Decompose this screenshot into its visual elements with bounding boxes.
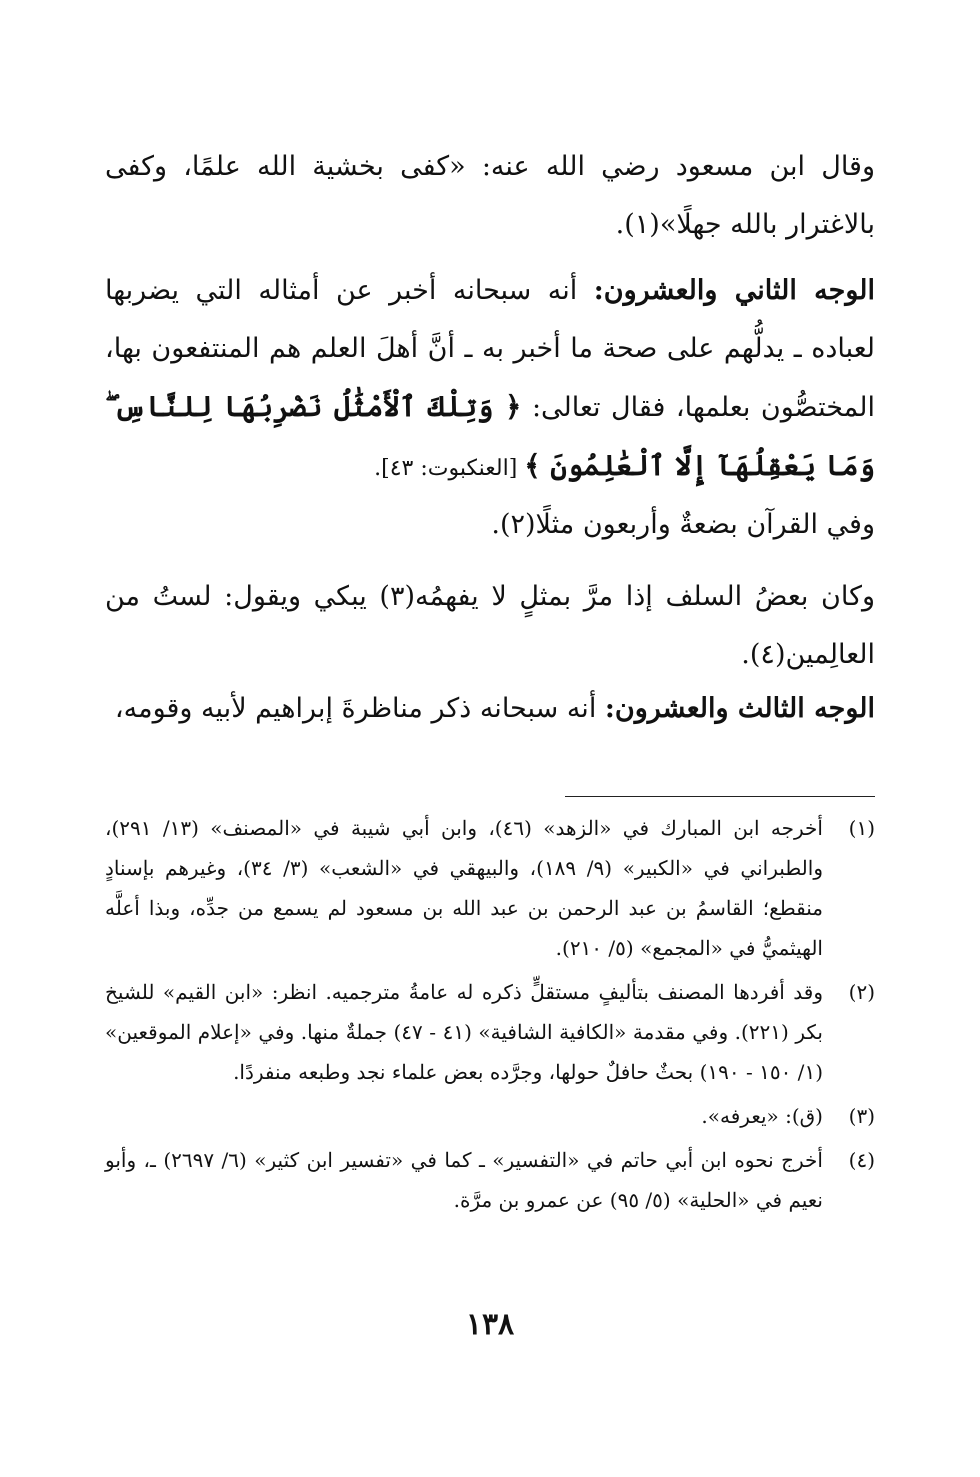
paragraph-text: وفي القرآن بضعةٌ وأربعون مثلًا(٢). bbox=[491, 509, 875, 540]
paragraph-aspect-23 bbox=[105, 680, 875, 738]
footnote-number: (٢) bbox=[848, 980, 875, 1004]
footnote bbox=[105, 972, 875, 1092]
footnote-number: (٣) bbox=[848, 1104, 875, 1128]
footnote-text: وقد أفردها المصنف بتأليفٍ مستقلٍّ ذكره له عامةُ مترجميه. انظر: «ابن القيم» للشيخ بكر (٢٢١). وفي مقدمة «الكافية الشافية» (٤١ - ٤٧) جملةٌ منها. وفي «إعلام الموقعين» (١/ ١٥٠ - ١٩٠) بحثٌ حافلٌ حولها، وجرَّده بعض علماء نجد وطبعه منفردًا. bbox=[105, 980, 824, 1084]
paragraph-salaf bbox=[105, 568, 875, 684]
paragraph-text: وقال ابن مسعود رضي الله عنه: «كفى بخشية الله علمًا، وكفى بالاغترار بالله جهلًا»(١). bbox=[105, 151, 875, 240]
verse-reference: [العنكبوت: ٤٣]. bbox=[374, 456, 525, 481]
page-number: ١٣٨ bbox=[465, 1307, 515, 1342]
paragraph-text: أنه سبحانه ذكر مناظرةَ إبراهيم لأبيه وقومه، bbox=[114, 693, 605, 724]
section-heading: الوجه الثاني والعشرون: bbox=[593, 275, 875, 306]
paragraph-parables-count bbox=[105, 496, 875, 554]
paragraph-text: وكان بعضُ السلف إذا مرَّ بمثلٍ لا يفهمُه(٣) يبكي ويقول: لستُ من العالِمين(٤). bbox=[105, 581, 876, 670]
footnotes bbox=[105, 808, 875, 1224]
footnote bbox=[105, 808, 875, 968]
footnote-divider bbox=[565, 796, 875, 797]
footnote bbox=[105, 1140, 875, 1220]
paragraph-aspect-22 bbox=[105, 262, 875, 498]
quran-verse: ﴿ وَتِلْكَ ٱلْأَمْثَٰلُ نَضْرِبُهَا لِلنَّاسِ ۖ وَمَا يَعْقِلُهَآ إِلَّا ٱلْعَٰلِمُونَ ﴾ bbox=[105, 390, 875, 482]
footnote bbox=[105, 1096, 875, 1136]
footnote-text: (ق): «يعرفه». bbox=[701, 1104, 823, 1128]
footnote-number: (٤) bbox=[848, 1148, 875, 1172]
section-heading: الوجه الثالث والعشرون: bbox=[604, 693, 875, 724]
paragraph-ibn-masud bbox=[105, 138, 875, 254]
book-page bbox=[105, 0, 875, 1477]
footnote-text: أخرجه ابن المبارك في «الزهد» (٤٦)، وابن أبي شيبة في «المصنف» (١٣/ ٢٩١)، والطبراني في «الكبير» (٩/ ١٨٩)، والبيهقي في «الشعب» (٣/ ٣٤)، وغيرهم بإسنادٍ منقطع؛ القاسمُ بن عبد الرحمن بن عبد الله بن مسعود لم يسمع من جدِّه، وبذا أعلَّه الهيثميُّ في «المجمع» (٥/ ٢١٠). bbox=[105, 816, 823, 960]
paragraph-text: أنه سبحانه أخبر عن أمثاله التي يضربها لعباده ـ يدلُّهم على صحة ما أخبر به ـ أنَّ أهلَ العلم هم المنتفعون بها، المختصُّون بعلمها، فقال تعالى: bbox=[105, 275, 875, 423]
footnote-number: (١) bbox=[848, 816, 875, 840]
footnote-text: أخرج نحوه ابن أبي حاتم في «التفسير» ـ كما في «تفسير ابن كثير» (٦/ ٢٦٩٧) ـ، وأبو نعيم في «الحلية» (٥/ ٩٥) عن عمرو بن مرَّة. bbox=[105, 1148, 823, 1212]
